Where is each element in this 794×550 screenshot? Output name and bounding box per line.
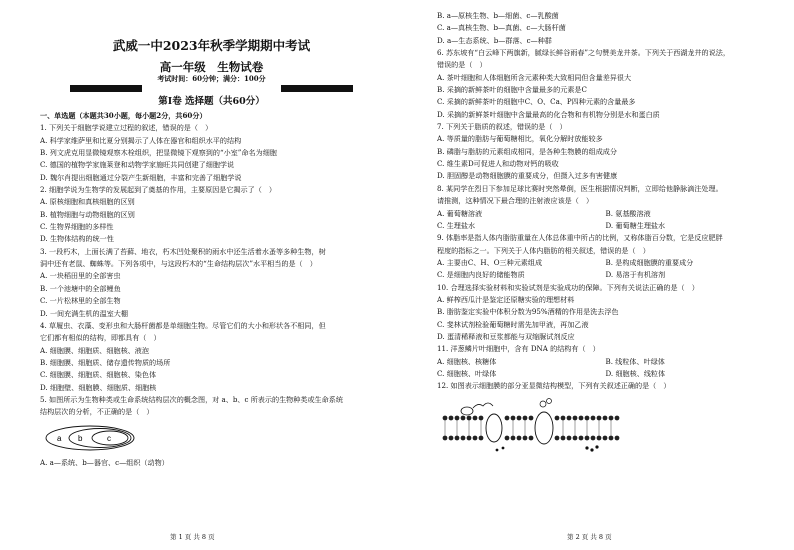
redacted-block-right: [281, 85, 353, 92]
exam-title: 武威一中2023年秋季学期期中考试: [112, 38, 311, 53]
text-line: B. 列文虎克用显微镜观察木栓组织，把显微镜下观察到的“小室”命名为细胞: [40, 148, 277, 158]
text-line: A. 原核细胞和真核细胞的区别: [40, 197, 135, 207]
diagram-label-a: a: [57, 433, 62, 443]
text-line: 程度的指标之一。下列关于人体内脂肪的相关叙述，错误的是（ ）: [437, 245, 650, 255]
redacted-block-left: [70, 85, 142, 92]
text-line: C. 德国的植物学家施莱登和动物学家施旺共同创建了细胞学说: [40, 160, 235, 170]
text-line: 错误的是（ ）: [437, 60, 487, 70]
lipid-tails: [445, 420, 611, 436]
question-list-page-2-mid: [437, 232, 774, 257]
concept-diagram: [40, 419, 383, 457]
diagram-label-b: b: [78, 433, 83, 443]
text-line: D. 细胞壁、细胞膜、细胞质、细胞核: [40, 382, 157, 392]
membrane-model-svg: [437, 396, 627, 454]
text-line: 8. 某同学在烈日下参加足球比赛时突然晕倒，医生根据情况判断，立即给他静脉滴注处理。: [437, 183, 723, 193]
text-line: A. 等质量的脂肪与葡萄糖相比，氧化分解时放能较多: [437, 134, 603, 144]
text-line: D. a—生态系统、b—群落、c—种群: [437, 35, 552, 45]
q11-option-row: [437, 368, 774, 380]
phospholipid-heads-top: [443, 415, 620, 420]
q9-option-row: [437, 257, 774, 269]
text-line: D. 生物体结构的统一性: [40, 234, 114, 244]
text-line: A. 茶叶细胞和人体细胞所含元素种类大致相同但含量差异很大: [437, 72, 632, 82]
q12-stem: 12. 如图表示细胞膜的部分亚显微结构模型，下列有关叙述正确的是（ ）: [437, 381, 671, 391]
q8-option: B. 氨基酸溶液: [605, 208, 651, 218]
text-line: A. 一块稻田里的全部害虫: [40, 271, 121, 281]
q9-option: A. 主要由C、H、O三种元素组成: [437, 257, 543, 267]
particles: [496, 445, 599, 451]
q8-options: [437, 208, 774, 233]
text-line: B. 一个池塘中的全部鲤鱼: [40, 283, 121, 293]
text-line: 6. 苏东坡有“白云峰下两旗新，腻绿长鲜谷雨春”之句赞美龙井茶。下列关于西湖龙井的说法，: [437, 48, 730, 58]
text-line: B. 采摘的新鲜茶叶的细胞中含量最多的元素是C: [437, 85, 587, 95]
cell-membrane-diagram: [437, 396, 774, 454]
sugar-chain-1: [540, 401, 546, 407]
q5-option-a: A. a—系统、b—器官、c—组织（动物）: [40, 457, 169, 467]
q9-option-row: [437, 269, 774, 281]
text-line: 5. 如图所示为生物种类或生命系统结构层次的概念图，对 a、b、c 所表示的生物种类或生命系统: [40, 394, 343, 404]
page-2: [397, 0, 794, 550]
diagram-label-c: c: [107, 433, 111, 443]
text-line: B. a—原核生物、b—细菌、c—乳酸菌: [437, 11, 559, 20]
section-title: 第Ⅰ卷 选择题（共60分）: [158, 96, 265, 107]
text-line: A. 鲜榨西瓜汁是鉴定还原糖实验的理想材料: [437, 294, 575, 304]
text-line: 它们都有相似的结构，即都具有（ ）: [40, 333, 161, 343]
text-line: B. 脂肪鉴定实验中体积分数为95%酒精的作用是洗去浮色: [437, 307, 619, 317]
text-line: C. 细胞膜、细胞质、细胞核、染色体: [40, 370, 157, 380]
text-line: D. 魏尔肖提出细胞通过分裂产生新细胞，丰富和完善了细胞学说: [40, 172, 242, 182]
glycocalyx: [473, 403, 493, 408]
protein-2: [535, 412, 553, 444]
q8-option: A. 葡萄糖溶液: [437, 208, 483, 218]
text-line: C. 斐林试剂检验葡萄糖时需先加甲液，再加乙液: [437, 319, 589, 329]
q8-option-row: [437, 208, 774, 220]
text-line: 4. 草履虫、衣藻、变形虫和大肠杆菌都是单细胞生物。尽管它们的大小和形状各不相同，但: [40, 320, 326, 330]
q11-options: [437, 356, 774, 381]
text-line: 请推测，这种情况下最合理的注射液应该是（ ）: [437, 196, 594, 206]
text-line: 3. 一段朽木，上面长满了苔藓、地衣，朽木凹处聚积的雨水中还生活着水蚤等多种生物，树: [40, 246, 326, 256]
q8-option-row: [437, 220, 774, 232]
text-line: D. 一间充满生机的温室大棚: [40, 308, 128, 318]
nested-ellipses-diagram: [40, 419, 150, 457]
text-line: 7. 下列关于脂质的叙述，错误的是（ ）: [437, 122, 567, 132]
question-list-page-2-top: [437, 10, 774, 208]
protein-1: [486, 414, 502, 442]
phospholipid-heads-bottom: [443, 435, 620, 440]
sugar-chain-2: [547, 398, 552, 403]
text-line: C. 维生素D可促进人和动物对钙的吸收: [437, 159, 559, 169]
q9-options: [437, 257, 774, 282]
q11-option: C. 细胞核、叶绿体: [437, 368, 497, 378]
text-line: 11. 洋葱鳞片叶细胞中，含有 DNA 的结构有（ ）: [437, 344, 600, 354]
text-line: 2. 细胞学说为生物学的发展起到了奠基的作用，主要原因是它揭示了（ ）: [40, 185, 277, 195]
page-footer-2: 第 2 页 共 8 页: [567, 533, 612, 541]
text-line: C. 生物界细胞的多样性: [40, 222, 114, 232]
text-line: C. 一片松林里的全部生物: [40, 296, 121, 306]
text-line: B. 磷脂与脂肪的元素组成相同，是各种生物膜的组成成分: [437, 146, 617, 156]
q11-option: D. 细胞核、线粒体: [605, 368, 666, 378]
text-line: D. 采摘的新鲜茶叶细胞中含量最高的化合物和有机物分别是水和蛋白质: [437, 109, 660, 119]
q9-option: D. 易溶于有机溶剂: [605, 270, 666, 280]
exam-info: 考试时间：60分钟；满分：100分: [157, 74, 266, 83]
page-footer-1: 第 1 页 共 8 页: [170, 533, 215, 541]
text-line: 洞中还有老鼠、蜘蛛等。下列各项中，与这段朽木的“生命结构层次”水平相当的是（ ）: [40, 259, 317, 269]
question-list-page-2-q10: [437, 282, 774, 356]
text-line: D. 蛋清稀释液和豆浆都能与双缩脲试剂反应: [437, 331, 575, 341]
text-line: D. 胆固醇是动物细胞膜的重要成分，但摄入过多有害健康: [437, 171, 618, 181]
text-line: 结构层次的分析，不正确的是（ ）: [40, 407, 154, 417]
text-line: C. 采摘的新鲜茶叶的细胞中C、O、Ca、P四种元素的含量最多: [437, 97, 636, 107]
text-line: A. 细胞膜、细胞质、细胞核、液泡: [40, 345, 149, 355]
q11-option: A. 细胞核、核糖体: [437, 356, 497, 366]
q11-option-row: [437, 356, 774, 368]
text-line: A. 科学家维萨里和比夏分别揭示了人体在器官和组织水平的结构: [40, 135, 242, 145]
protein-3: [461, 407, 473, 415]
q11-option: B. 线粒体、叶绿体: [605, 356, 665, 366]
text-line: 1. 下列关于细胞学说建立过程的叙述，错误的是（ ）: [40, 123, 213, 133]
q8-option: D. 葡萄糖生理盐水: [605, 220, 666, 230]
part-heading: 一、单选题（本题共30小题，每小题2分，共60分）: [40, 111, 207, 120]
text-line: 10. 合理选择实验材料和实验试剂是实验成功的保障。下列有关说法正确的是（ ）: [437, 282, 699, 292]
text-line: B. 细胞膜、细胞质、储存遗传物质的场所: [40, 357, 171, 367]
q9-option: C. 是细胞内良好的储能物质: [437, 270, 525, 280]
text-line: B. 植物细胞与动物细胞的区别: [40, 209, 135, 219]
q9-option: B. 是构成细胞膜的重要成分: [605, 257, 694, 267]
exam-subtitle: 高一年级 生物试卷: [159, 60, 264, 74]
q8-option: C. 生理盐水: [437, 220, 476, 230]
text-line: C. a—真核生物、b—真菌、c—大肠杆菌: [437, 23, 566, 33]
text-line: 9. 体脂率是指人体内脂肪重量在人体总体重中所占的比例，又称体脂百分数，它是反应肥胖: [437, 233, 723, 243]
question-list-page-1: [40, 122, 383, 418]
